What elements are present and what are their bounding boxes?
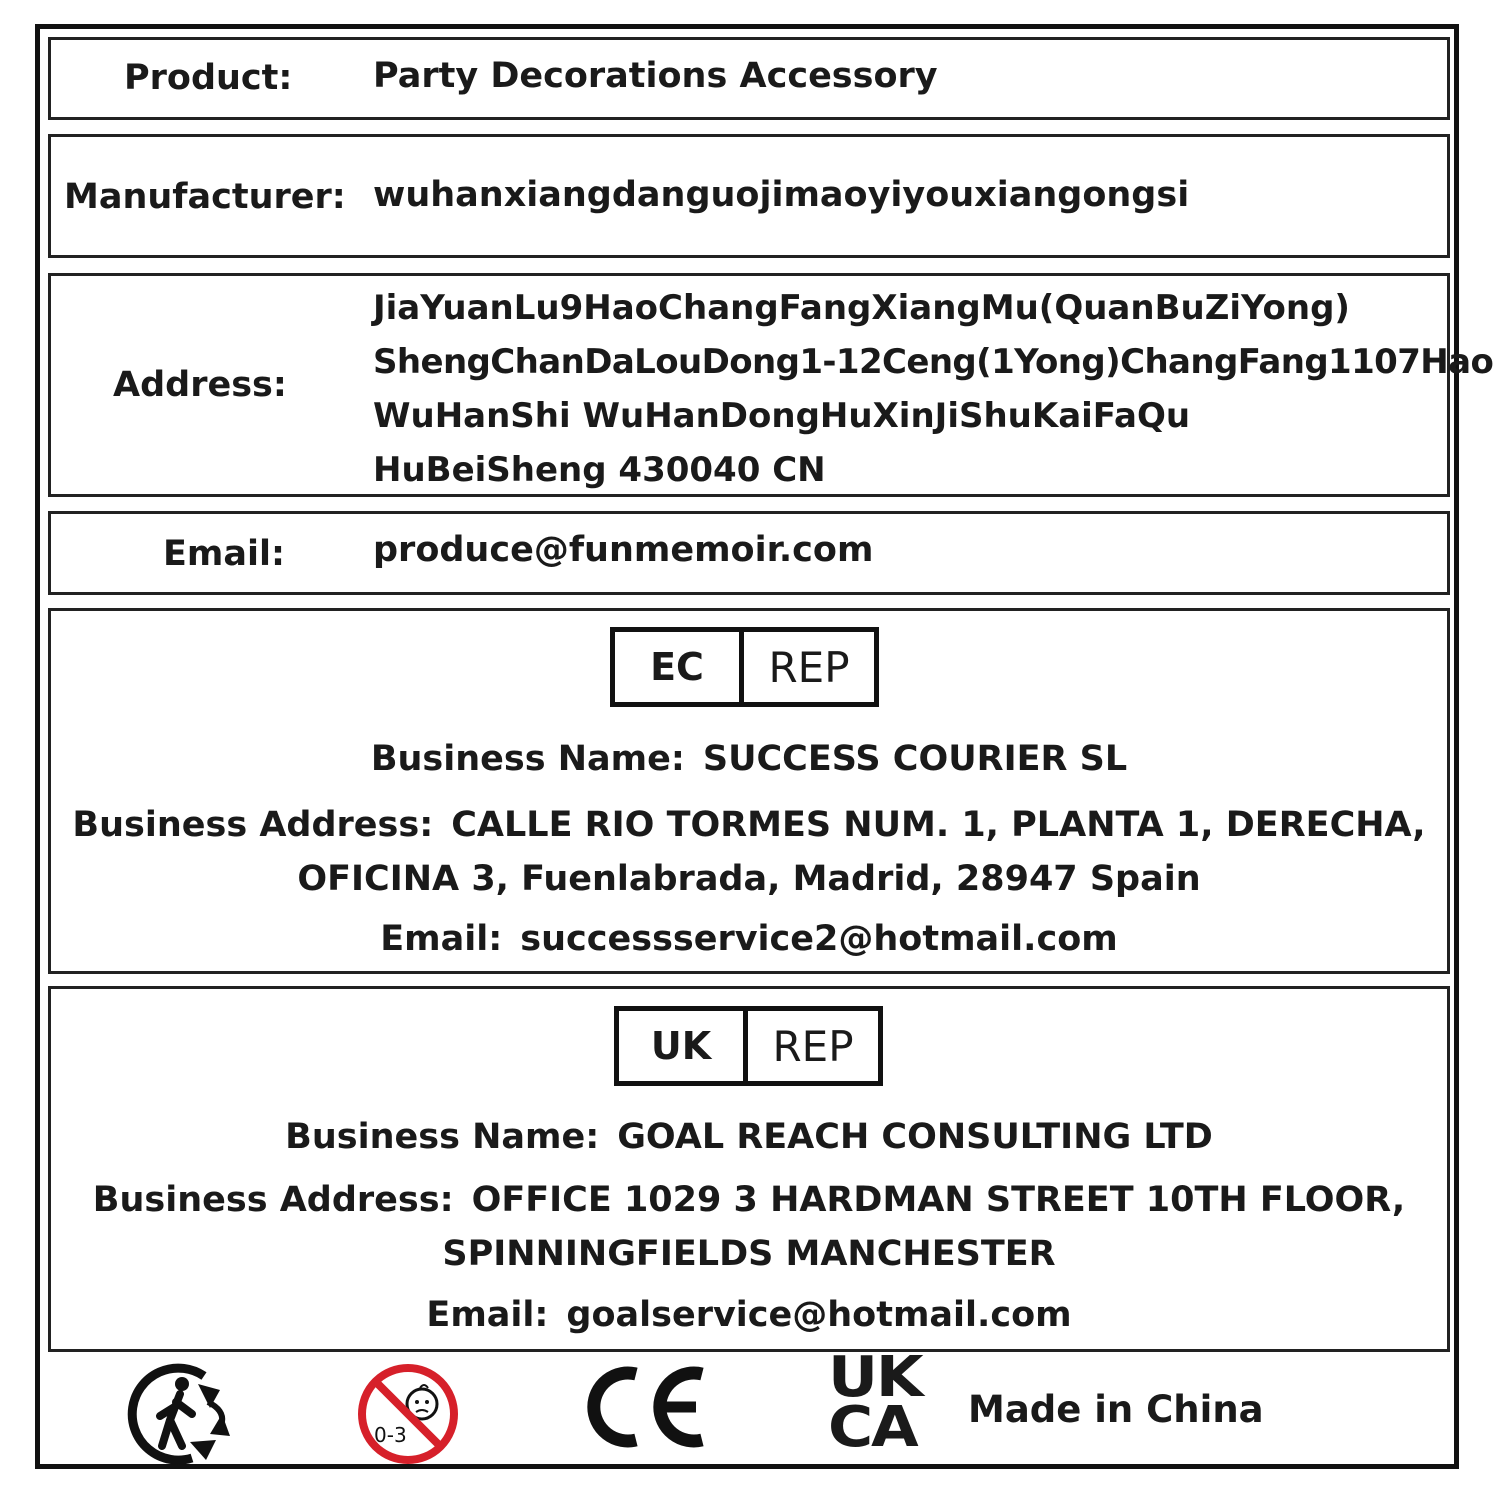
- uk-business-address-line1: [51, 1180, 1447, 1220]
- uk-email-label: Email:: [426, 1295, 549, 1335]
- ec-email-line: [51, 919, 1447, 959]
- product-row: [48, 37, 1450, 120]
- not-for-children-icon: [356, 1362, 460, 1466]
- address-line-2: ShengChanDaLouDong1-12Ceng(1Yong)ChangFang1107Hao: [373, 342, 1494, 382]
- email-label: Email:: [163, 534, 285, 574]
- uk-business-name: GOAL REACH CONSULTING LTD: [617, 1117, 1213, 1157]
- address-line-4: HuBeiSheng 430040 CN: [373, 450, 826, 490]
- ec-rep-tag-right: REP: [768, 642, 850, 692]
- ec-rep-tag-left: EC: [615, 632, 744, 702]
- address-label: Address:: [113, 365, 287, 405]
- address-line-1: JiaYuanLu9HaoChangFangXiangMu(QuanBuZiYong): [373, 288, 1350, 328]
- email-row: [48, 511, 1450, 595]
- ec-business-name-line: [51, 739, 1447, 779]
- ec-business-address-line1: [51, 805, 1447, 845]
- uk-rep-badge: [614, 1006, 883, 1086]
- ukca-mark-icon: [828, 1345, 928, 1460]
- ec-business-address-label: Business Address:: [72, 805, 434, 845]
- ec-email: successservice2@hotmail.com: [520, 919, 1118, 959]
- ec-rep-section: [48, 608, 1450, 974]
- ec-email-label: Email:: [380, 919, 503, 959]
- uk-email-line: [51, 1295, 1447, 1335]
- ce-mark-icon: [584, 1362, 708, 1452]
- product-label: Product:: [124, 58, 293, 98]
- ec-business-name-label: Business Name:: [370, 739, 685, 779]
- uk-business-name-label: Business Name:: [285, 1117, 600, 1157]
- made-in-text: Made in China: [968, 1388, 1264, 1431]
- uk-business-address-label: Business Address:: [92, 1180, 454, 1220]
- manufacturer-row: [48, 134, 1450, 258]
- uk-rep-tag-left: UK: [619, 1011, 748, 1081]
- address-value: [373, 281, 1493, 497]
- uk-business-address-1: OFFICE 1029 3 HARDMAN STREET 10TH FLOOR,: [471, 1180, 1406, 1220]
- ec-business-address-2: OFICINA 3, Fuenlabrada, Madrid, 28947 Spain: [297, 859, 1201, 899]
- ec-rep-badge: [610, 627, 879, 707]
- uk-rep-section: [48, 986, 1450, 1352]
- ukca-bottom-text: CA: [828, 1395, 917, 1460]
- product-value: Party Decorations Accessory: [373, 56, 938, 96]
- uk-business-name-line: [51, 1117, 1447, 1157]
- uk-business-address-2: SPINNINGFIELDS MANCHESTER: [442, 1234, 1056, 1274]
- uk-email: goalservice@hotmail.com: [566, 1295, 1072, 1335]
- address-line-3: WuHanShi WuHanDongHuXinJiShuKaiFaQu: [373, 396, 1191, 436]
- ec-business-address-1: CALLE RIO TORMES NUM. 1, PLANTA 1, DERECHA,: [451, 805, 1426, 845]
- tidyman-recycle-icon: [126, 1362, 238, 1466]
- email-value: produce@funmemoir.com: [373, 530, 874, 570]
- age-warning-text: 0-3: [374, 1423, 407, 1447]
- manufacturer-value: wuhanxiangdanguojimaoyiyouxiangongsi: [373, 175, 1190, 215]
- manufacturer-label: Manufacturer:: [64, 177, 346, 217]
- ec-business-name: SUCCESS COURIER SL: [702, 739, 1128, 779]
- ukca-top-text: UK: [828, 1345, 922, 1410]
- address-row: [48, 273, 1494, 497]
- uk-rep-tag-right: REP: [772, 1021, 854, 1071]
